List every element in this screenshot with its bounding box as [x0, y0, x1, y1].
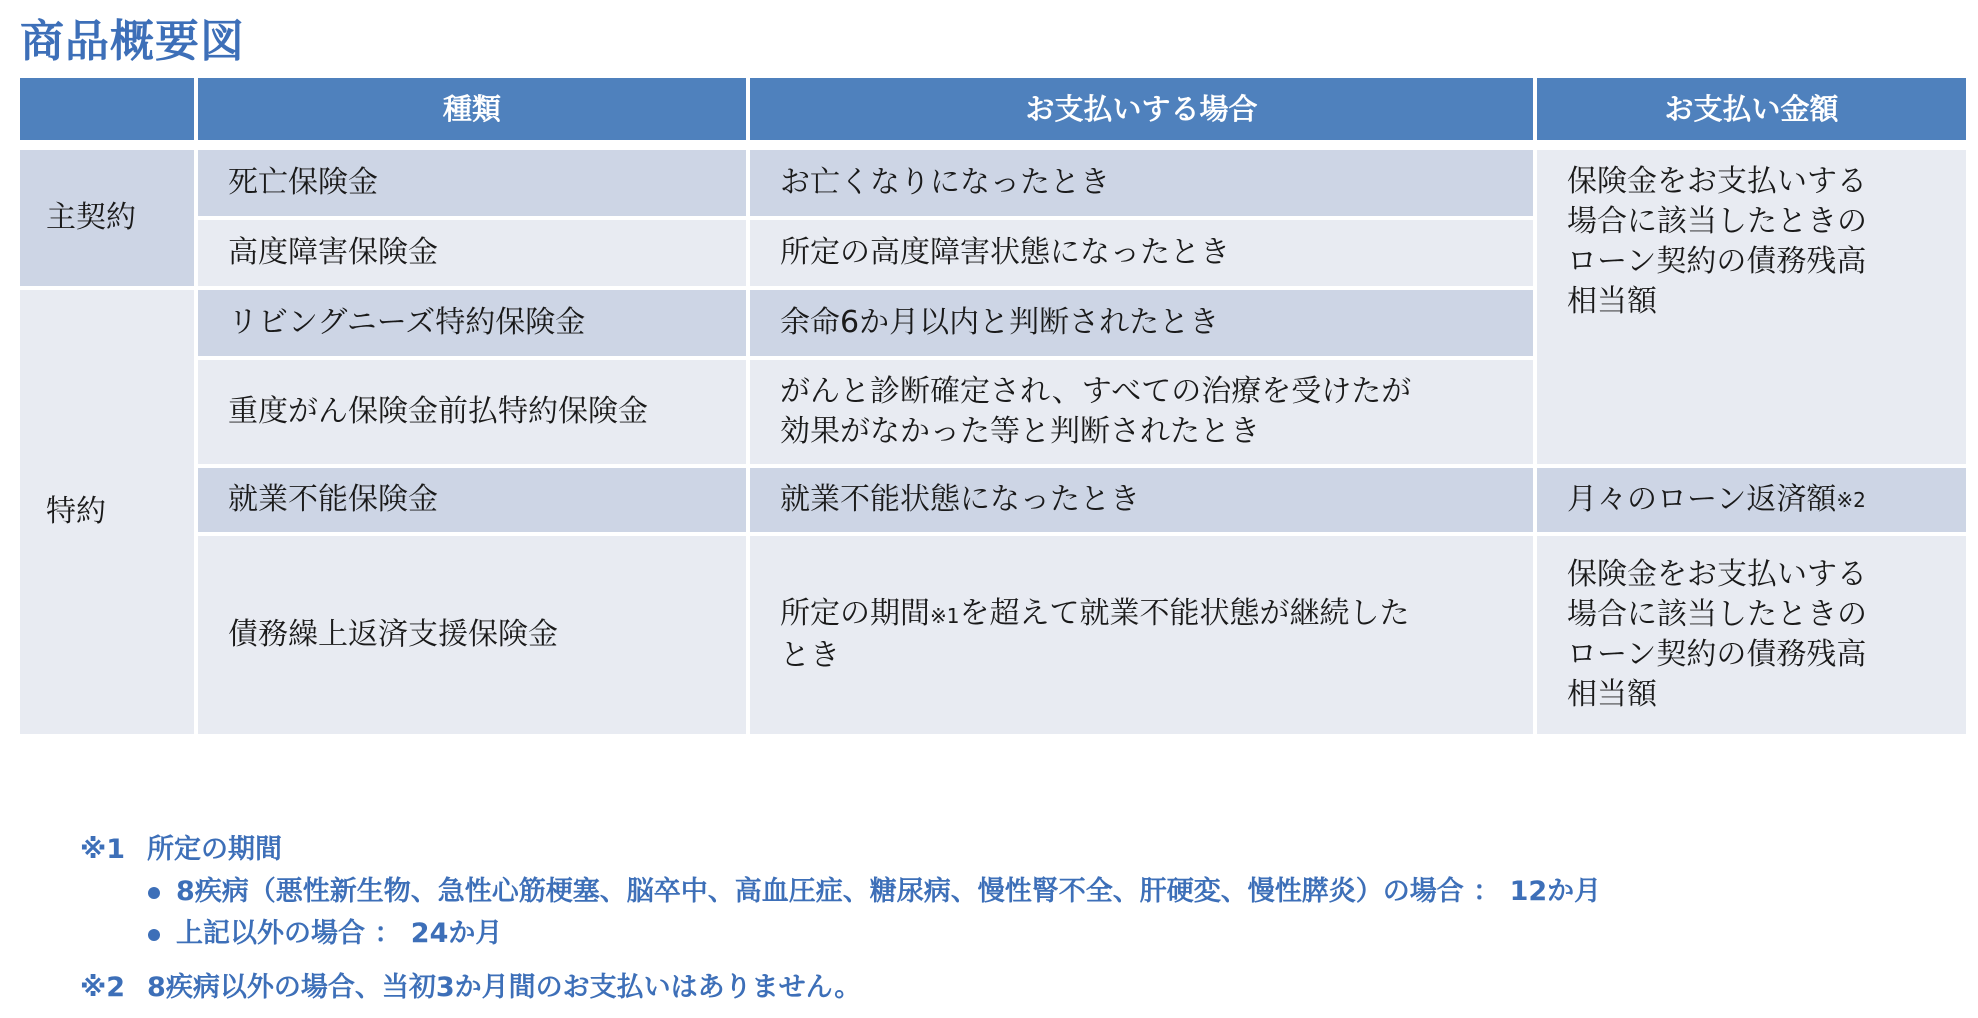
row-case-cell: お亡くなりになったとき	[750, 150, 1533, 216]
note-ref: ※2	[1836, 488, 1866, 512]
footnote-text: 8疾病以外の場合、当初3か月間のお支払いはありません。	[147, 972, 862, 1003]
case-line	[780, 594, 1409, 636]
amount-line: ローン契約の債務残高	[1567, 637, 1867, 672]
group-main-contract: 主契約	[20, 150, 194, 286]
case-line: とき	[780, 638, 840, 673]
product-summary-table	[20, 78, 1966, 734]
amount-line: 相当額	[1567, 677, 1657, 712]
case-line: がんと診断確定され、すべての治療を受けたが	[780, 374, 1412, 409]
footnote-2	[80, 966, 861, 1010]
bullet-icon	[148, 887, 160, 899]
page-title: 商品概要図	[20, 16, 245, 67]
footnote-bullet-text: 8疾病（悪性新生物、急性心筋梗塞、脳卒中、高血圧症、糖尿病、慢性腎不全、肝硬変、慢性膵炎）の場合 ： 12か月	[176, 876, 1602, 907]
amount-line: 場合に該当したときの	[1567, 204, 1867, 239]
footnote-mark: ※2	[80, 972, 126, 1003]
amount-monthly-repayment-cell	[1537, 468, 1966, 532]
row-kind-cell: リビングニーズ特約保険金	[198, 290, 746, 356]
footnote-bullet-text: 上記以外の場合 ： 24か月	[176, 918, 503, 949]
header-blank-cell	[20, 78, 194, 140]
header-kind: 種類	[198, 78, 746, 140]
row-case-cell: 所定の高度障害状態になったとき	[750, 220, 1533, 286]
footnote-mark: ※1	[80, 834, 126, 865]
row-case-cell	[750, 536, 1533, 734]
amount-debt-balance-cell	[1537, 150, 1966, 464]
amount-debt-balance-cell	[1537, 536, 1966, 734]
group-rider: 特約	[20, 290, 194, 734]
amount-line: 相当額	[1567, 284, 1657, 319]
amount-line: 場合に該当したときの	[1567, 597, 1867, 632]
row-kind-cell: 高度障害保険金	[198, 220, 746, 286]
footnote-bullet	[148, 912, 502, 956]
row-kind-cell: 就業不能保険金	[198, 468, 746, 532]
case-line: 効果がなかった等と判断されたとき	[780, 414, 1260, 449]
footnote-1-heading	[80, 828, 282, 872]
row-case-cell	[750, 360, 1533, 464]
header-payment-amount: お支払い金額	[1537, 78, 1966, 140]
row-case-cell: 余命6か月以内と判断されたとき	[750, 290, 1533, 356]
footnote-title: 所定の期間	[147, 834, 283, 865]
amount-text: 月々のローン返済額	[1567, 482, 1837, 517]
footnote-bullet	[148, 870, 1601, 914]
row-case-cell: 就業不能状態になったとき	[750, 468, 1533, 532]
amount-line: 保険金をお支払いする	[1567, 164, 1867, 199]
amount-line: 保険金をお支払いする	[1567, 557, 1867, 592]
case-text: を超えて就業不能状態が継続した	[959, 596, 1410, 631]
note-ref: ※1	[930, 604, 960, 628]
row-kind-cell: 重度がん保険金前払特約保険金	[198, 360, 746, 464]
case-text: 所定の期間	[780, 596, 930, 631]
row-kind-cell: 死亡保険金	[198, 150, 746, 216]
header-payment-case: お支払いする場合	[750, 78, 1533, 140]
row-kind-cell: 債務繰上返済支援保険金	[198, 536, 746, 734]
bullet-icon	[148, 929, 160, 941]
amount-line: ローン契約の債務残高	[1567, 244, 1867, 279]
